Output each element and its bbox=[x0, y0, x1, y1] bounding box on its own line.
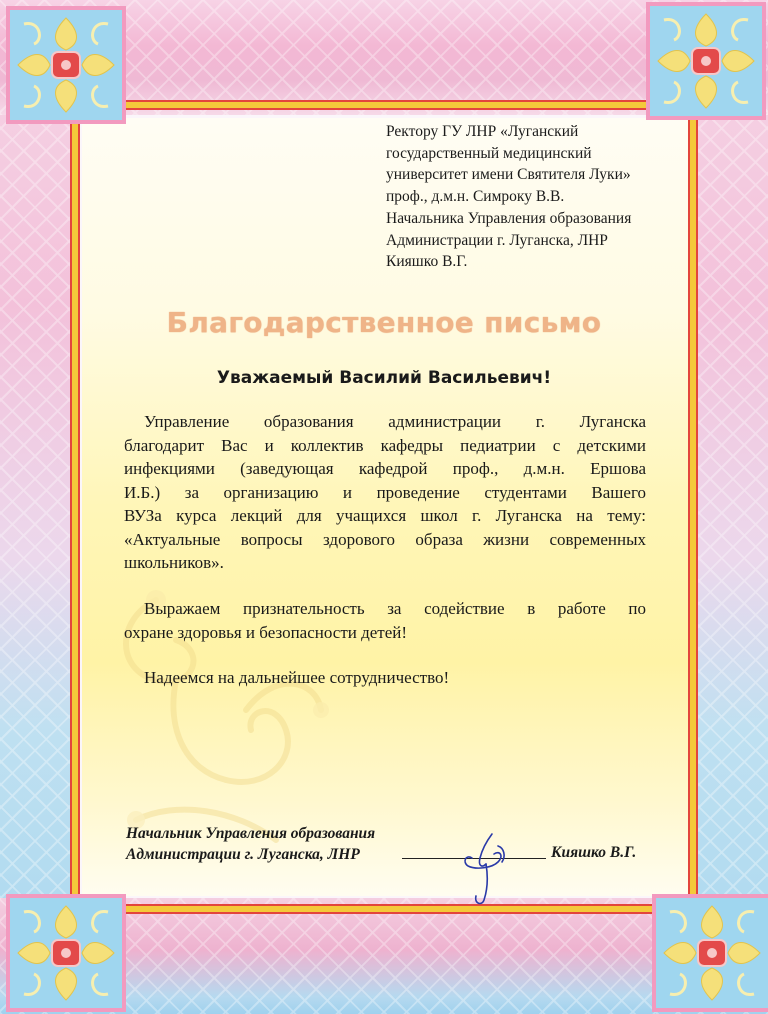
addressee-block bbox=[386, 121, 686, 273]
addressee-line: Начальника Управления образования bbox=[386, 209, 632, 227]
handwritten-signature bbox=[452, 828, 518, 908]
addressee-line: Ректору ГУ ЛНР «Луганский bbox=[386, 123, 579, 140]
paragraph-gratitude bbox=[124, 410, 646, 575]
signatory-position-line: Начальник Управления образования bbox=[126, 825, 376, 842]
paragraph-closing bbox=[124, 666, 646, 690]
frame-line-right bbox=[688, 100, 698, 914]
addressee-line: государственный медицинский bbox=[386, 144, 592, 162]
corner-ornament-top-left bbox=[6, 6, 126, 124]
corner-ornament-bottom-left bbox=[6, 894, 126, 1012]
corner-ornament-bottom-right bbox=[652, 894, 768, 1012]
paragraph-line: И.Б.) за организацию и проведение студентами Вашего bbox=[124, 482, 646, 502]
paragraph-line: ВУЗа курса лекций для учащихся школ г. Луганска на тему: bbox=[124, 506, 646, 525]
paragraph-line: Управление образования администрации г. Луганска bbox=[144, 412, 646, 431]
frame-line-bottom bbox=[70, 904, 698, 914]
addressee-line: проф., д.м.н. Симроку В.В. bbox=[386, 188, 565, 206]
addressee-line: Кияшко В.Г. bbox=[386, 253, 468, 271]
paragraph-line: школьников». bbox=[124, 553, 224, 572]
addressee-line: Администрации г. Луганска, ЛНР bbox=[386, 231, 608, 249]
letter-title: Благодарственное письмо bbox=[166, 306, 602, 339]
frame-line-top bbox=[70, 100, 698, 110]
signatory-name: Кияшко В.Г. bbox=[551, 844, 637, 861]
paragraph-line: Надеемся на дальнейшее сотрудничество! bbox=[144, 668, 450, 687]
paragraph-line: благодарит Вас и коллектив кафедры педиатрии с детскими bbox=[124, 435, 646, 455]
addressee-line: университет имени Святителя Луки» bbox=[386, 166, 631, 184]
signatory-position-line: Администрации г. Луганска, ЛНР bbox=[126, 846, 360, 863]
paragraph-line: Выражаем признательность за содействие в работе по bbox=[144, 599, 646, 618]
paragraph-appreciation bbox=[124, 597, 646, 644]
paragraph-line: инфекциями (заведующая кафедрой проф., д.м.н. Ершова bbox=[124, 459, 646, 478]
frame-line-left bbox=[70, 100, 80, 914]
salutation: Уважаемый Василий Васильевич! bbox=[216, 368, 552, 388]
signatory-position bbox=[126, 823, 375, 865]
border-lattice-right bbox=[698, 115, 768, 898]
paragraph-line: «Актуальные вопросы здорового образа жизни современных bbox=[124, 529, 646, 549]
border-lattice-left bbox=[0, 115, 70, 898]
corner-ornament-top-right bbox=[646, 2, 766, 120]
paragraph-line: охране здоровья и безопасности детей! bbox=[124, 622, 408, 642]
